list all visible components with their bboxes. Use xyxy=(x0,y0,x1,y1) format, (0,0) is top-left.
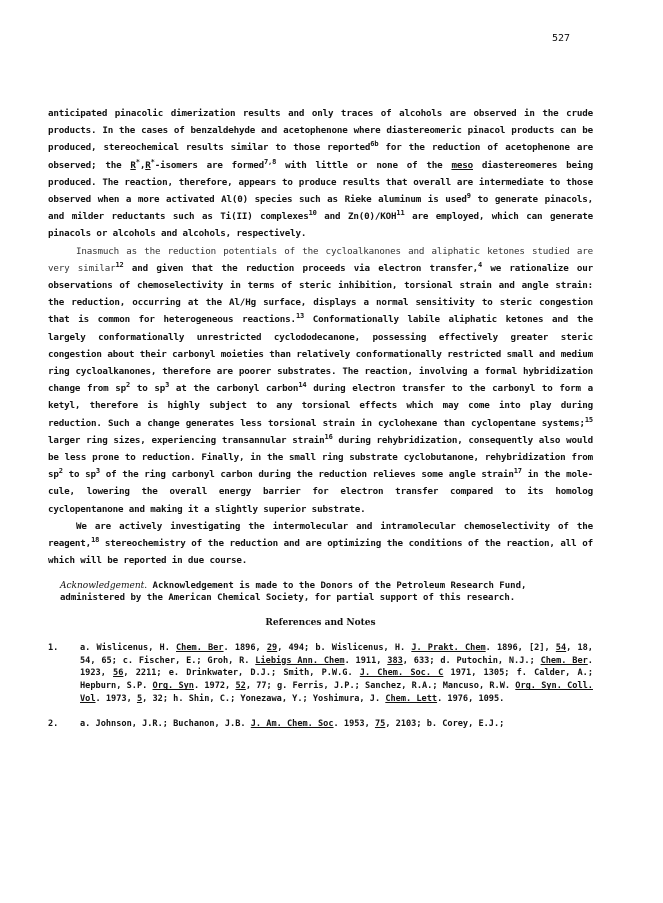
page-number: 527 xyxy=(551,33,570,44)
references-title: References and Notes xyxy=(265,617,376,628)
reference-item xyxy=(48,718,593,731)
article-body xyxy=(48,105,593,731)
reference-text: a. Johnson, J.R.; Buchanon, J.B. J. Am. Chem. Soc. 1953, 75, 2103; b. Corey, E.J.; xyxy=(80,719,505,730)
paragraph-2: Inasmuch as the reduction potentials of the cycloalkanones and aliphatic ketones studied are very similar$^{12}$ and given that the reduction proceeds via electron transfer,$^4$ we rationalize our observations of chemoselectivity in terms of steric inhibition, torsional strain and angle strain: the reduction, occurring at the Al/Hg surface, displays a normal sensitivity to steric congestion that is common for heterogeneous reactions.$^{13}$ Conformationally labile aliphatic ketones and the largely conformationally unrestricted cyclododecanone, possessing effectively greater steric congestion about their carbonyl moieties than relatively conformationally restricted small and medium ring cycloalkanones, therefore are poorer substrates. The reaction, involving a formal hybridization change from $sp^2$ to $sp^3$ at the carbonyl carbon$^{14}$ during electron transfer to the carbonyl to form a ketyl, therefore is highly subject to any torsional effects which may come into play during reduction. Such a change generates less torsional strain in cyclohexane than cyclopentane systems;$^{15}$ larger ring sizes, experiencing transannular strain$^{16}$ during rehybridization, consequently also would be less prone to reduction. Finally, in the small ring substrate cyclobutanone, rehybridization from $sp^2$ to $sp^3$ of the ring carbonyl carbon during the reduction relieves some angle strain$^{17}$ in the mole-cule, lowering the overall energy barrier for electron transfer compared to its homolog cyclopentanone and making it a slightly superior substrate. xyxy=(48,245,594,515)
reference-item xyxy=(48,642,593,707)
acknowledgement-text: Acknowledgement is made to the Donors of the Petroleum Research Fund, administered by the American Chemical Society, for partial support of this research. xyxy=(60,581,527,604)
paragraph-3: We are actively investigating the intermolecular and intramolecular chemoselectivity of the reagent,$^{18}$ stereochemistry of the reduction and are optimizing the conditions of the reaction, all of which will be reported in due course. xyxy=(48,520,593,567)
reference-text: a. Wislicenus, H. Chem. Ber. 1896, 29, 494; b. Wislicenus, H. J. Prakt. Chem. 1896, [2], 54, 18, 54, 65; c. Fischer, E.; Groh, R. Liebigs Ann. Chem. 1911, 383, 633; d. Putochin, N.J.; Chem. Ber. 1923, 56, 2211; e. Drinkwater, D.J.; Smith, P.W.G. J. Chem. Soc. C 1971, 1305; f. Calder, A.; Hepburn, S.P. Org. Syn. 1972, 52, 77; g. Ferris, J.P.; Sanchez, R.A.; Mancuso, R.W. Org. Syn. Coll. Vol. 1973, 5, 32; h. Shin, C.; Yonezawa, Y.; Yoshimura, J. Chem. Lett. 1976, 1095. xyxy=(80,642,593,705)
acknowledgement-heading: Acknowledgement. xyxy=(60,581,148,592)
reference-number: 1. xyxy=(48,642,59,653)
acknowledgement xyxy=(48,581,593,604)
reference-number: 2. xyxy=(48,719,59,730)
paragraph-1: anticipated pinacolic dimerization results and only traces of alcohols are observed in the crude products. In the cases of benzaldehyde and acetophenone where diastereomeric pinacol products can be produced, stereochemical results similar to those reported$^{6b}$ for the reduction of acetophenone are observed; the R*,R*-isomers are formed$^{7,8}$ with little or none of the meso diastereomeres being produced. The reaction, therefore, appears to produce results that overall are intermediate to those observed when a more activated Al(0) species such as Rieke aluminum is used$^9$ to generate pinacols, and milder reductants such as Ti(II) complexes$^{10}$ and Zn(0)/KOH$^{11}$ are employed, which can generate pinacols or alcohols and alcohols, respectively. xyxy=(48,108,594,240)
